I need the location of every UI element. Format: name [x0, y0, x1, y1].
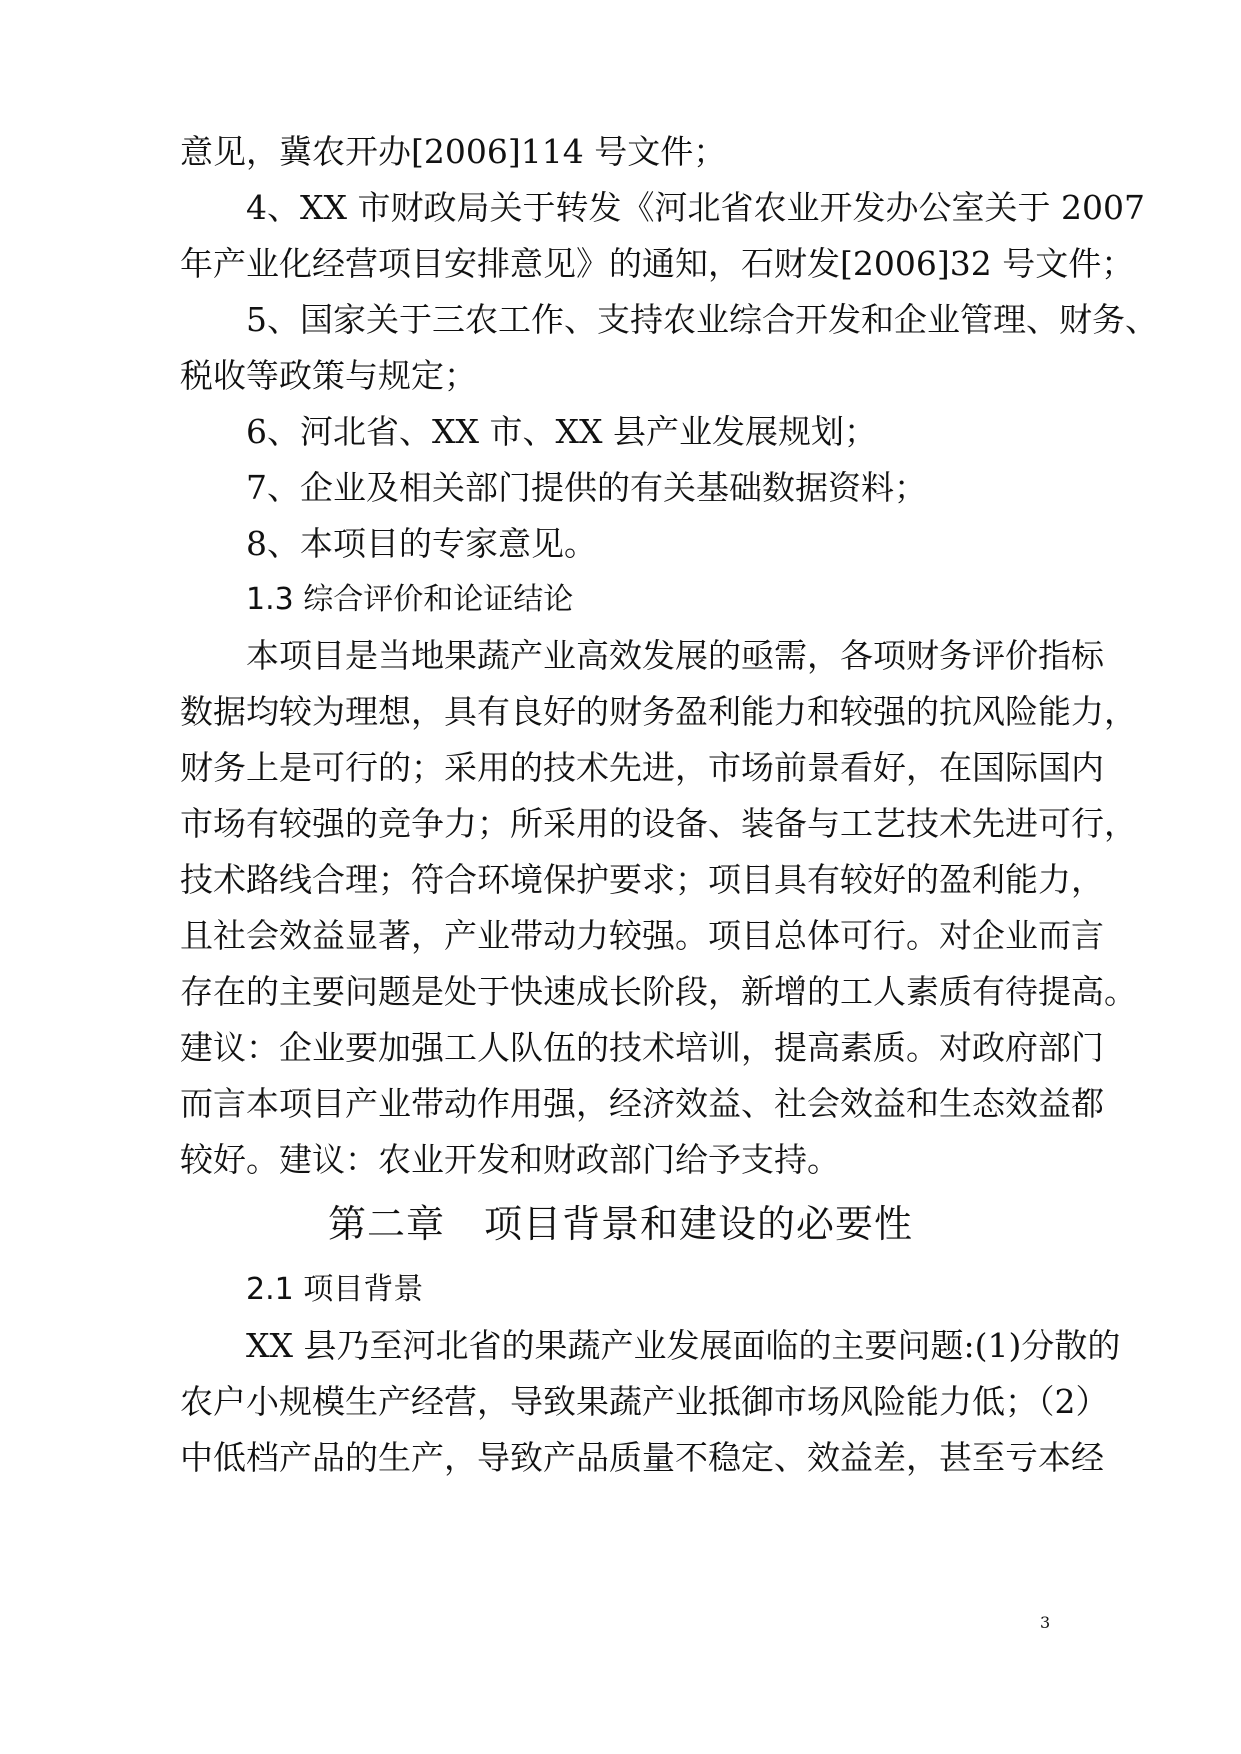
section-2-1-paragraph-line: 中低档产品的生产，导致产品质量不稳定、效益差，甚至亏本经 — [180, 1438, 1104, 1477]
section-2-1-paragraph-line: XX 县乃至河北省的果蔬产业发展面临的主要问题:(1)分散的 — [246, 1326, 1121, 1365]
section-1-3-paragraph-line: 本项目是当地果蔬产业高效发展的亟需，各项财务评价指标 — [246, 636, 1104, 675]
section-1-3-paragraph-line: 市场有较强的竞争力；所采用的设备、装备与工艺技术先进可行， — [180, 804, 1137, 843]
chapter-2-title: 第二章 项目背景和建设的必要性 — [327, 1202, 913, 1246]
reference-item-6: 6、河北省、XX 市、XX 县产业发展规划； — [246, 412, 877, 451]
section-1-3-paragraph-line: 存在的主要问题是处于快速成长阶段，新增的工人素质有待提高。 — [180, 972, 1137, 1011]
section-1-3-paragraph-line: 技术路线合理；符合环境保护要求；项目具有较好的盈利能力， — [180, 860, 1104, 899]
reference-item-5: 5、国家关于三农工作、支持农业综合开发和企业管理、财务、 — [246, 300, 1158, 339]
section-1-3-paragraph-line: 数据均较为理想，具有良好的财务盈利能力和较强的抗风险能力， — [180, 692, 1137, 731]
reference-item-8: 8、本项目的专家意见。 — [246, 524, 597, 563]
reference-item-5-continuation: 税收等政策与规定； — [180, 356, 477, 395]
reference-item-7: 7、企业及相关部门提供的有关基础数据资料； — [246, 468, 927, 507]
reference-item-4-continuation: 年产业化经营项目安排意见》的通知，石财发[2006]32 号文件； — [180, 244, 1135, 283]
section-1-3-paragraph-line: 财务上是可行的；采用的技术先进，市场前景看好，在国际国内 — [180, 748, 1104, 787]
section-2-1-heading: 2.1 项目背景 — [246, 1272, 424, 1307]
page-number: 3 — [1040, 1613, 1051, 1632]
section-1-3-paragraph-line: 较好。建议：农业开发和财政部门给予支持。 — [180, 1140, 840, 1179]
section-2-1-paragraph-line: 农户小规模生产经营，导致果蔬产业抵御市场风险能力低；（2） — [180, 1382, 1109, 1421]
section-1-3-paragraph-line: 而言本项目产业带动作用强，经济效益、社会效益和生态效益都 — [180, 1084, 1104, 1123]
section-1-3-paragraph-line: 且社会效益显著，产业带动力较强。项目总体可行。对企业而言 — [180, 916, 1104, 955]
reference-line-3-continuation: 意见，冀农开办[2006]114 号文件； — [180, 132, 727, 171]
section-1-3-heading: 1.3 综合评价和论证结论 — [246, 582, 574, 617]
reference-item-4: 4、XX 市财政局关于转发《河北省农业开发办公室关于 2007 — [246, 188, 1145, 227]
section-1-3-paragraph-line: 建议：企业要加强工人队伍的技术培训，提高素质。对政府部门 — [180, 1028, 1104, 1067]
